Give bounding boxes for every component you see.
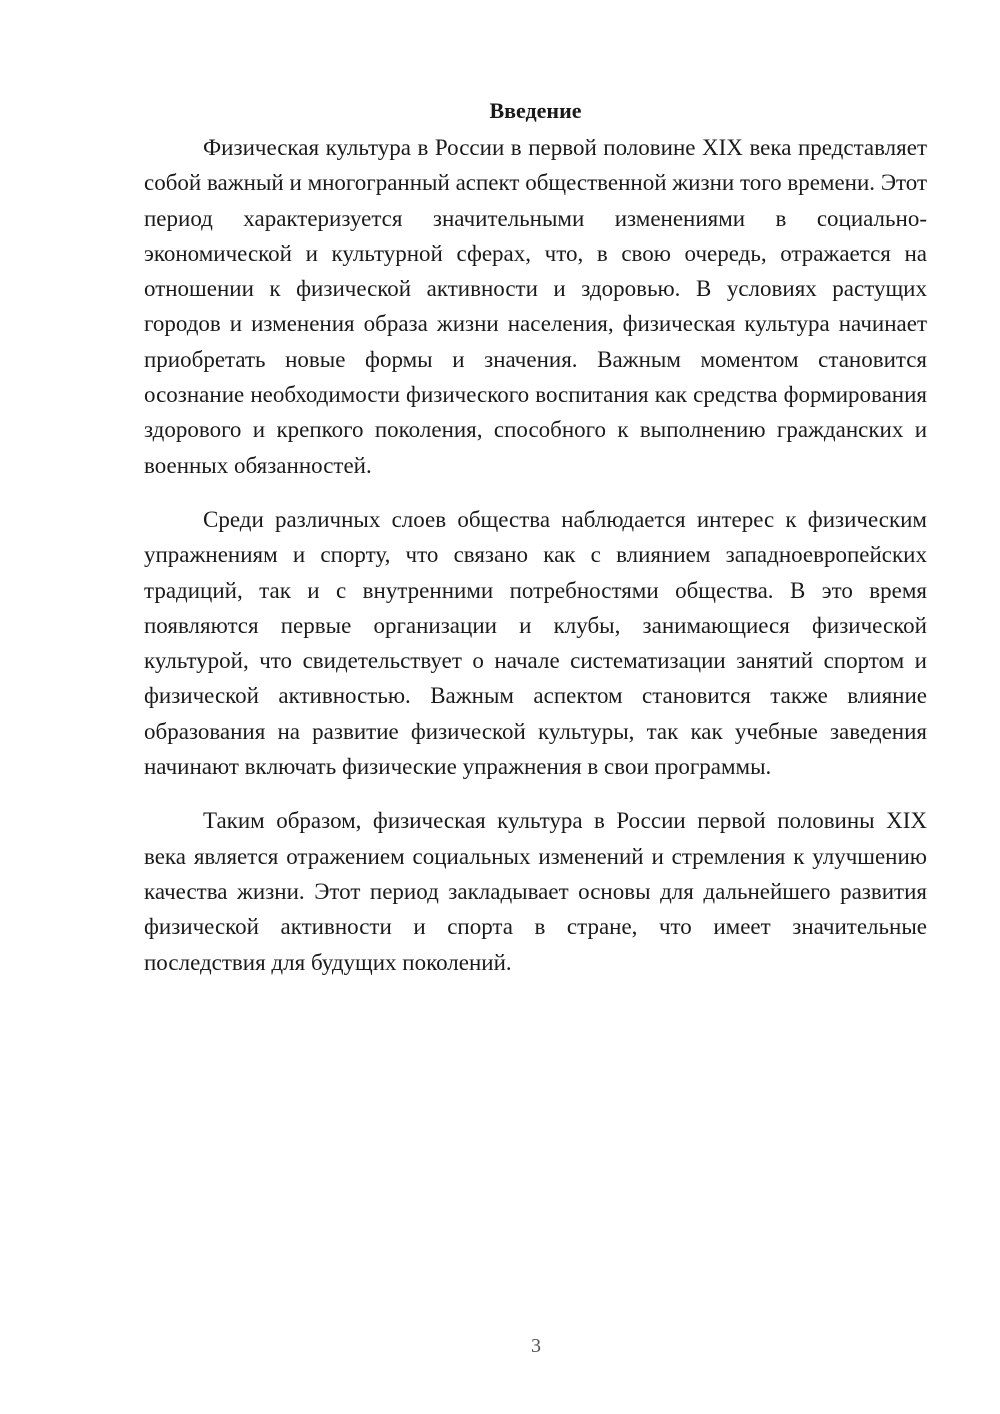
paragraph-1: Физическая культура в России в первой половине XIX века представляет собой важный и многогранный аспект общественной жизни того времени. Этот период характеризуется значительными изменениями в социально-экономической и культурной сферах, что, в свою очередь, отражается на отношении к физической активности и здоровью. В условиях растущих городов и изменения образа жизни населения, физическая культура начинает приобретать новые формы и значения. Важным моментом становится осознание необходимости физического воспитания как средства формирования здорового и крепкого поколения, способного к выполнению гражданских и военных обязанностей. xyxy=(144,135,927,478)
paragraph-3: Таким образом, физическая культура в России первой половины XIX века является отражением социальных изменений и стремления к улучшению качества жизни. Этот период закладывает основы для дальнейшего развития физической активности и спорта в стране, что имеет значительные последствия для будущих поколений. xyxy=(144,808,927,975)
section-heading: Введение xyxy=(489,98,582,123)
paragraph-2: Среди различных слоев общества наблюдается интерес к физическим упражнениям и спорту, что связано как с влиянием западноевропейских традиций, так и с внутренними потребностями общества. В это время появляются первые организации и клубы, занимающиеся физической культурой, что свидетельствует о начале систематизации занятий спортом и физической активностью. Важным аспектом становится также влияние образования на развитие физической культуры, так как учебные заведения начинают включать физические упражнения в свои программы. xyxy=(144,506,927,780)
page-content xyxy=(144,96,927,999)
page-number: 3 xyxy=(531,1335,541,1357)
